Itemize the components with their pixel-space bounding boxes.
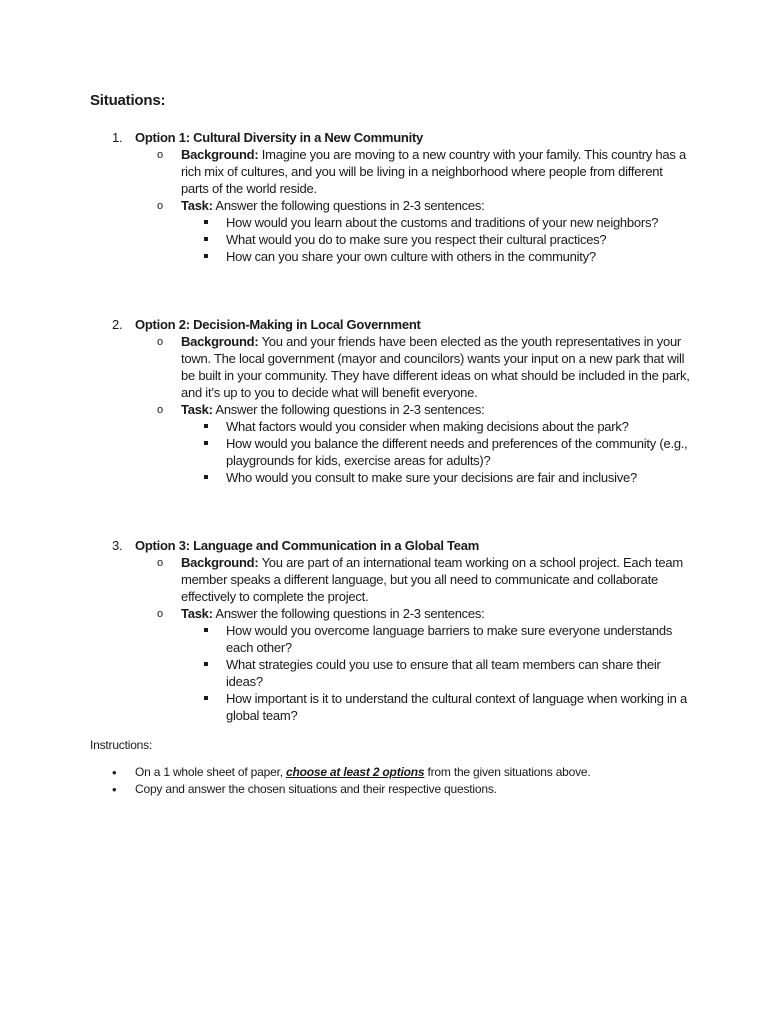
task-label: Task:	[181, 606, 213, 621]
question-text: How can you share your own culture with others in the community?	[226, 249, 596, 264]
task-text: Answer the following questions in 2-3 sentences:	[215, 402, 485, 417]
instruction-item	[112, 764, 692, 781]
square-bullet-icon	[204, 628, 208, 632]
square-bullet-icon	[204, 220, 208, 224]
question-item	[112, 435, 692, 469]
option-title	[112, 537, 692, 554]
background-item	[112, 554, 692, 605]
bullet-icon: •	[112, 782, 117, 797]
square-bullet-icon	[204, 696, 208, 700]
question-text: Who would you consult to make sure your decisions are fair and inclusive?	[226, 470, 637, 485]
task-item	[112, 401, 692, 418]
option-3	[112, 537, 692, 724]
sub-bullet: o	[157, 404, 163, 416]
question-text: How would you learn about the customs and traditions of your new neighbors?	[226, 215, 659, 230]
sub-bullet: o	[157, 336, 163, 348]
task-label: Task:	[181, 198, 213, 213]
instruction-text: Copy and answer the chosen situations and their respective questions.	[135, 782, 497, 796]
question-text: What strategies could you use to ensure that all team members can share their ideas?	[226, 657, 661, 689]
option-number: 1.	[112, 130, 123, 145]
question-item	[112, 622, 692, 656]
bullet-icon: •	[112, 765, 117, 780]
background-item	[112, 333, 692, 401]
background-text: Imagine you are moving to a new country with your family. This country has a rich mix of cultures, and you will be living in a neighborhood where people from different parts of the world reside.	[181, 147, 686, 196]
question-item	[112, 656, 692, 690]
background-text: You are part of an international team working on a school project. Each team member speaks a different language, but you all need to communicate and collaborate effectively to complete the project.	[181, 555, 683, 604]
background-label: Background:	[181, 147, 259, 162]
question-text: What would you do to make sure you respect their cultural practices?	[226, 232, 607, 247]
sub-bullet: o	[157, 200, 163, 212]
question-text: What factors would you consider when making decisions about the park?	[226, 419, 629, 434]
square-bullet-icon	[204, 441, 208, 445]
instructions-label: Instructions:	[90, 738, 153, 752]
instruction-item	[112, 781, 692, 798]
instruction-text-pre: On a 1 whole sheet of paper,	[135, 765, 286, 779]
task-item	[112, 605, 692, 622]
question-text: How would you balance the different needs and preferences of the community (e.g., playgrounds for kids, exercise areas for adults)?	[226, 436, 688, 468]
option-title-text: Option 3: Language and Communication in a Global Team	[135, 538, 480, 553]
task-label: Task:	[181, 402, 213, 417]
square-bullet-icon	[204, 662, 208, 666]
square-bullet-icon	[204, 424, 208, 428]
square-bullet-icon	[204, 237, 208, 241]
question-item	[112, 214, 692, 231]
instruction-emphasis: choose at least 2 options	[285, 765, 425, 779]
option-1	[112, 129, 692, 265]
square-bullet-icon	[204, 254, 208, 258]
option-title	[112, 129, 692, 146]
option-title-text: Option 1: Cultural Diversity in a New Community	[135, 130, 424, 145]
instructions-list	[112, 764, 692, 798]
sub-bullet: o	[157, 149, 163, 161]
background-label: Background:	[181, 555, 259, 570]
sub-bullet: o	[157, 608, 163, 620]
sub-bullet: o	[157, 557, 163, 569]
task-text: Answer the following questions in 2-3 sentences:	[215, 606, 485, 621]
option-number: 3.	[112, 538, 123, 553]
question-text: How important is it to understand the cultural context of language when working in a global team?	[226, 691, 687, 723]
task-item	[112, 197, 692, 214]
background-item	[112, 146, 692, 197]
background-text: You and your friends have been elected as the youth representatives in your town. The local government (mayor and councilors) wants your input on a new park that will be built in your community. They have different ideas on what should be included in the park, and it’s up to you to decide what will benefit everyone.	[181, 334, 690, 400]
option-2	[112, 316, 692, 486]
question-text: How would you overcome language barriers to make sure everyone understands each other?	[226, 623, 673, 655]
option-title-text: Option 2: Decision-Making in Local Government	[135, 317, 421, 332]
question-item	[112, 469, 692, 486]
option-number: 2.	[112, 317, 123, 332]
question-item	[112, 231, 692, 248]
background-label: Background:	[181, 334, 259, 349]
instruction-text-post: from the given situations above.	[424, 765, 591, 779]
page-heading: Situations:	[90, 92, 166, 109]
question-item	[112, 248, 692, 265]
question-item	[112, 418, 692, 435]
square-bullet-icon	[204, 475, 208, 479]
option-title	[112, 316, 692, 333]
question-item	[112, 690, 692, 724]
task-text: Answer the following questions in 2-3 sentences:	[215, 198, 485, 213]
